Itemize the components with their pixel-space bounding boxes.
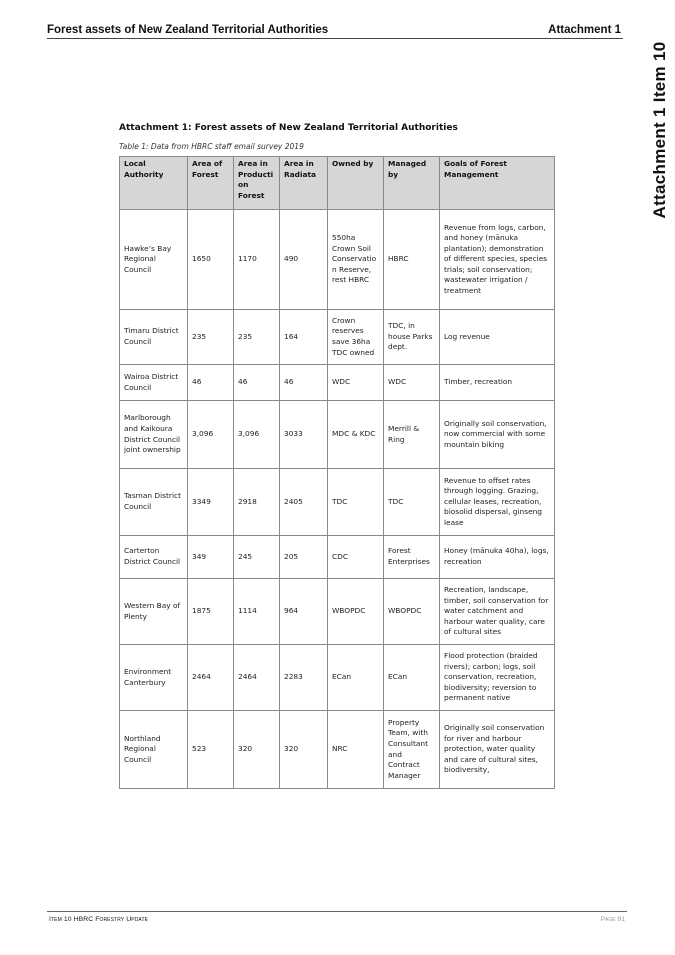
- cell-area-production: 245: [234, 536, 280, 579]
- table-row: [120, 536, 555, 579]
- cell-owned-by: Crown reserves save 36ha TDC owned: [328, 310, 384, 365]
- cell-authority: Wairoa District Council: [120, 365, 188, 401]
- table-row: [120, 365, 555, 401]
- header-goals: Goals of Forest Management: [440, 157, 555, 210]
- cell-authority: Environment Canterbury: [120, 645, 188, 711]
- cell-area-forest: 523: [188, 711, 234, 789]
- cell-owned-by: TDC: [328, 469, 384, 536]
- cell-area-radiata: 46: [280, 365, 328, 401]
- cell-goals: Timber, recreation: [440, 365, 555, 401]
- cell-authority: Western Bay of Plenty: [120, 579, 188, 645]
- cell-owned-by: WDC: [328, 365, 384, 401]
- header-owned-by: Owned by: [328, 157, 384, 210]
- document-title: Attachment 1: Forest assets of New Zealand Territorial Authorities: [119, 123, 458, 133]
- header-title: Forest assets of New Zealand Territorial Authorities: [47, 24, 329, 36]
- cell-area-production: 1114: [234, 579, 280, 645]
- table-row: [120, 645, 555, 711]
- cell-area-forest: 2464: [188, 645, 234, 711]
- cell-managed-by: ECan: [384, 645, 440, 711]
- cell-area-production: 320: [234, 711, 280, 789]
- cell-managed-by: WBOPDC: [384, 579, 440, 645]
- cell-area-production: 2918: [234, 469, 280, 536]
- cell-area-forest: 349: [188, 536, 234, 579]
- table-row: [120, 210, 555, 310]
- cell-area-radiata: 2283: [280, 645, 328, 711]
- table-row: [120, 579, 555, 645]
- cell-area-forest: 3349: [188, 469, 234, 536]
- cell-authority: Northland Regional Council: [120, 711, 188, 789]
- cell-owned-by: CDC: [328, 536, 384, 579]
- cell-area-production: 235: [234, 310, 280, 365]
- cell-goals: Honey (mānuka 40ha), logs, recreation: [440, 536, 555, 579]
- cell-area-radiata: 164: [280, 310, 328, 365]
- header-attachment-label: Attachment 1: [548, 24, 621, 36]
- cell-authority: Tasman District Council: [120, 469, 188, 536]
- cell-area-radiata: 964: [280, 579, 328, 645]
- cell-owned-by: WBOPDC: [328, 579, 384, 645]
- header-area-radiata: Area in Radiata: [280, 157, 328, 210]
- side-item-label: Attachment 1 Item 10: [650, 41, 669, 219]
- cell-area-radiata: 320: [280, 711, 328, 789]
- cell-goals: Flood protection (braided rivers); carbon; logs, soil conservation, recreation, biodiversity; reversion to permanent native: [440, 645, 555, 711]
- cell-area-production: 2464: [234, 645, 280, 711]
- cell-area-forest: 46: [188, 365, 234, 401]
- cell-managed-by: Property Team, with Consultant and Contract Manager: [384, 711, 440, 789]
- cell-managed-by: TDC, in house Parks dept.: [384, 310, 440, 365]
- table-row: [120, 401, 555, 469]
- cell-goals: Revenue to offset rates through logging. Grazing, cellular leases, recreation, biosolid dispersal, ginseng lease: [440, 469, 555, 536]
- cell-authority: Carterton District Council: [120, 536, 188, 579]
- cell-goals: Originally soil conservation, now commercial with some mountain biking: [440, 401, 555, 469]
- cell-area-radiata: 490: [280, 210, 328, 310]
- table-caption: Table 1: Data from HBRC staff email survey 2019: [119, 142, 304, 151]
- header-area-production: Area in Production Forest: [234, 157, 280, 210]
- cell-owned-by: ECan: [328, 645, 384, 711]
- cell-goals: Revenue from logs, carbon, and honey (mānuka plantation); demonstration of different species, species trials; soil conservation; wastewater irrigation / treatment: [440, 210, 555, 310]
- cell-owned-by: NRC: [328, 711, 384, 789]
- cell-managed-by: WDC: [384, 365, 440, 401]
- footer-item-title: Item 10 HBRC Forestry Update: [49, 916, 149, 923]
- footer-page-number: Page 91: [600, 916, 625, 923]
- cell-area-radiata: 2405: [280, 469, 328, 536]
- cell-area-production: 46: [234, 365, 280, 401]
- cell-area-forest: 1875: [188, 579, 234, 645]
- cell-managed-by: TDC: [384, 469, 440, 536]
- cell-owned-by: 550ha Crown Soil Conservation Reserve, rest HBRC: [328, 210, 384, 310]
- forest-assets-table: [119, 156, 555, 789]
- cell-area-radiata: 3033: [280, 401, 328, 469]
- cell-goals: Log revenue: [440, 310, 555, 365]
- cell-area-forest: 1650: [188, 210, 234, 310]
- header-local-authority: Local Authority: [120, 157, 188, 210]
- table-row: [120, 469, 555, 536]
- cell-authority: Hawke’s Bay Regional Council: [120, 210, 188, 310]
- cell-authority: Timaru District Council: [120, 310, 188, 365]
- header-managed-by: Managed by: [384, 157, 440, 210]
- cell-area-forest: 235: [188, 310, 234, 365]
- cell-goals: Originally soil conservation for river and harbour protection, water quality and care of cultural sites, biodiversity,: [440, 711, 555, 789]
- cell-managed-by: Forest Enterprises: [384, 536, 440, 579]
- cell-area-radiata: 205: [280, 536, 328, 579]
- cell-area-forest: 3,096: [188, 401, 234, 469]
- cell-area-production: 1170: [234, 210, 280, 310]
- cell-managed-by: Merrill & Ring: [384, 401, 440, 469]
- table-header-row: [120, 157, 555, 210]
- table-row: [120, 711, 555, 789]
- cell-managed-by: HBRC: [384, 210, 440, 310]
- cell-goals: Recreation, landscape, timber, soil conservation for water catchment and harbour water quality, care of cultural sites: [440, 579, 555, 645]
- header-area-of-forest: Area of Forest: [188, 157, 234, 210]
- table-row: [120, 310, 555, 365]
- cell-owned-by: MDC & KDC: [328, 401, 384, 469]
- cell-area-production: 3,096: [234, 401, 280, 469]
- page-footer: [47, 911, 627, 923]
- cell-authority: Marlborough and Kaikoura District Council joint ownership: [120, 401, 188, 469]
- page-header: [47, 23, 623, 39]
